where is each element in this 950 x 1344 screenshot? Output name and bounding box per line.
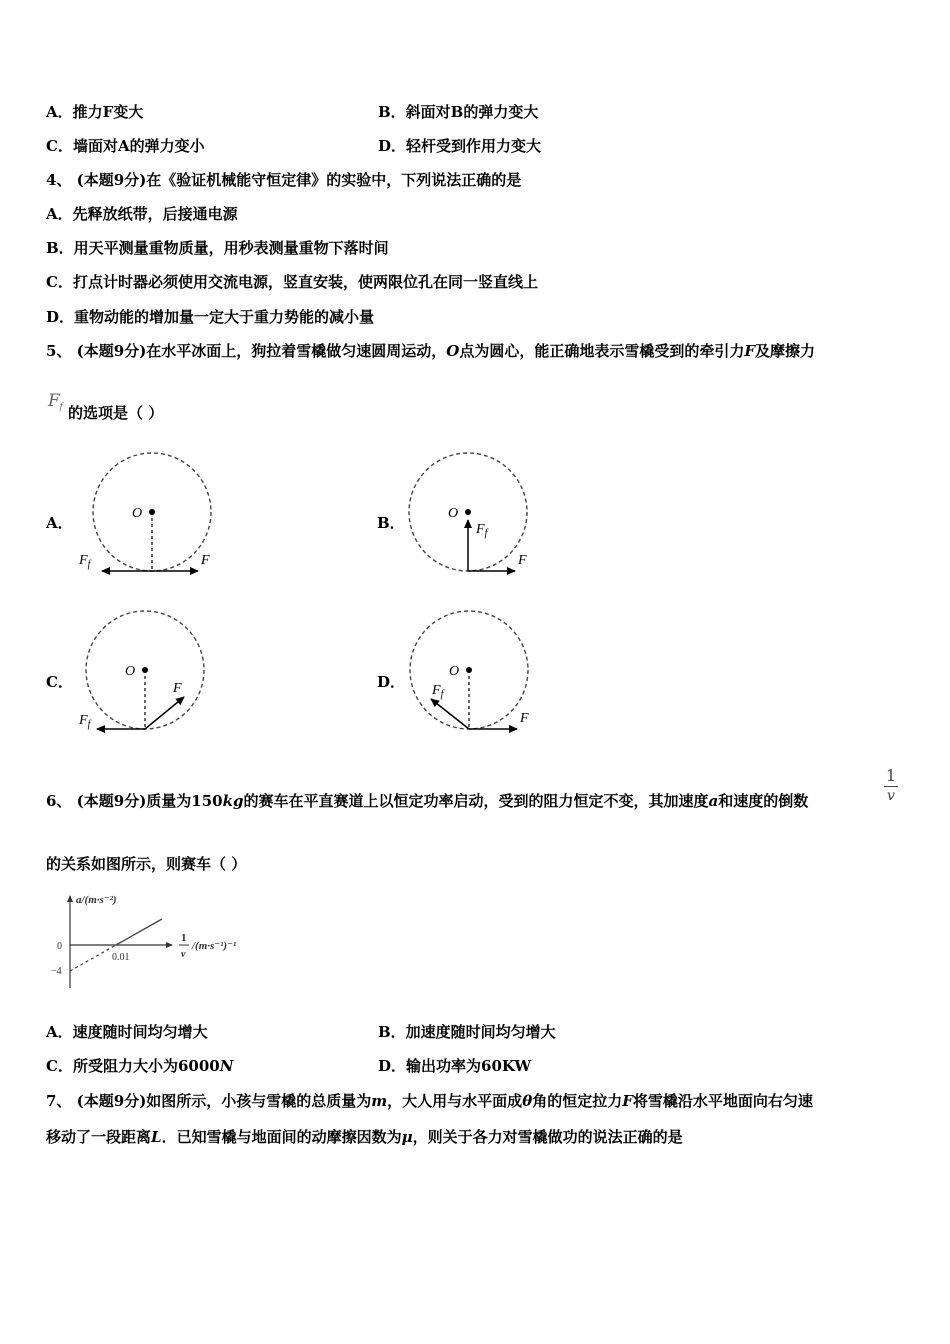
q6-option-c: C．所受阻力大小为6000N — [46, 1057, 234, 1075]
q5-c-arrow-f — [145, 697, 184, 729]
q6-x-label-den: v — [181, 949, 186, 960]
q5-d-origin-label: O — [449, 664, 460, 679]
q4-stem: 4、 (本题9分)在《验证机械能守恒定律》的实验中，下列说法正确的是 — [46, 171, 522, 189]
q6-x-tick: 0.01 — [112, 952, 130, 963]
q5-figures — [0, 440, 950, 760]
q6-option-b: B．加速度随时间均匀增大 — [378, 1023, 556, 1041]
q6-fraction: 1 v — [885, 766, 897, 804]
q5-c-origin-label: O — [125, 664, 136, 679]
q5-label-a: A． — [46, 514, 73, 532]
q5-a-ff-label: $F_f$ — [79, 553, 91, 570]
q5-stem: 5、 (本题9分)在水平冰面上，狗拉着雪橇做匀速圆周运动，O点为圆心，能正确地表示雪橇受到的牵引力F及摩擦力 — [46, 342, 816, 360]
q5-label-c: C． — [46, 673, 73, 691]
q5-label-d: D． — [377, 673, 406, 691]
q6-y-label: a/(m·s⁻²) — [76, 894, 117, 906]
q3-option-a: A．推力F变大 — [46, 103, 144, 121]
q6-stem: 6、 (本题9分)质量为150kg的赛车在平直赛道上以恒定功率启动，受到的阻力恒定不变，其加速度a和速度的倒数 — [46, 792, 809, 810]
q6-neg4-label: −4 — [51, 966, 62, 977]
q6-option-d: D．输出功率为60KW — [378, 1057, 532, 1075]
q3-option-d: D．轻杆受到作用力变大 — [378, 137, 542, 155]
q6-dashed-line — [70, 945, 116, 971]
q6-option-a: A．速度随时间均匀增大 — [46, 1023, 208, 1041]
q4-option-c: C．打点计时器必须使用交流电源，竖直安装，使两限位孔在同一竖直线上 — [46, 273, 538, 291]
q5-friction-symbol: Ff — [48, 391, 63, 411]
q5-b-origin-label: O — [448, 506, 459, 521]
q5-figure-b — [409, 453, 527, 571]
q5-stem-line2: 的选项是（ ） — [68, 404, 164, 422]
q6-solid-line — [116, 919, 162, 945]
q6-graph — [44, 888, 274, 998]
q7-stem-line2: 移动了一段距离L．已知雪橇与地面间的动摩擦因数为μ，则关于各力对雪橇做功的说法正确的是 — [46, 1128, 683, 1146]
q4-option-d: D．重物动能的增加量一定大于重力势能的减小量 — [46, 308, 375, 326]
q7-stem-line1: 7、 (本题9分)如图所示，小孩与雪橇的总质量为m，大人用与水平面成θ角的恒定拉力F将雪橇沿水平地面向右匀速 — [46, 1092, 813, 1110]
q5-d-ff-label: $F_f$ — [432, 683, 444, 700]
q5-a-f-label: F — [201, 553, 210, 568]
q5-c-f-label: F — [173, 681, 182, 696]
q5-label-b: B． — [377, 514, 405, 532]
q5-c-ff-label: $F_f$ — [79, 713, 91, 730]
q5-figure-d — [410, 611, 529, 729]
q5-b-f-label: F — [518, 553, 527, 568]
q6-x-label-num: 1 — [181, 932, 187, 944]
q3-option-b: B．斜面对B的弹力变大 — [378, 103, 539, 121]
q5-figure-a — [78, 453, 211, 571]
q3-option-c: C．墙面对A的弹力变小 — [46, 137, 205, 155]
q6-zero-label: 0 — [57, 941, 62, 952]
q5-a-origin-label: O — [132, 506, 143, 521]
q4-option-b: B．用天平测量重物质量，用秒表测量重物下落时间 — [46, 239, 389, 257]
q4-option-a: A．先释放纸带，后接通电源 — [46, 205, 238, 223]
q5-d-f-label: F — [520, 711, 529, 726]
q6-x-label-unit: /(m·s⁻¹)⁻¹ — [192, 940, 237, 952]
q5-figure-c — [78, 611, 204, 730]
q5-b-ff-label: $F_f$ — [476, 522, 488, 539]
q6-stem-line2: 的关系如图所示，则赛车（ ） — [46, 855, 247, 873]
q5-d-arrow-ff — [431, 699, 469, 729]
